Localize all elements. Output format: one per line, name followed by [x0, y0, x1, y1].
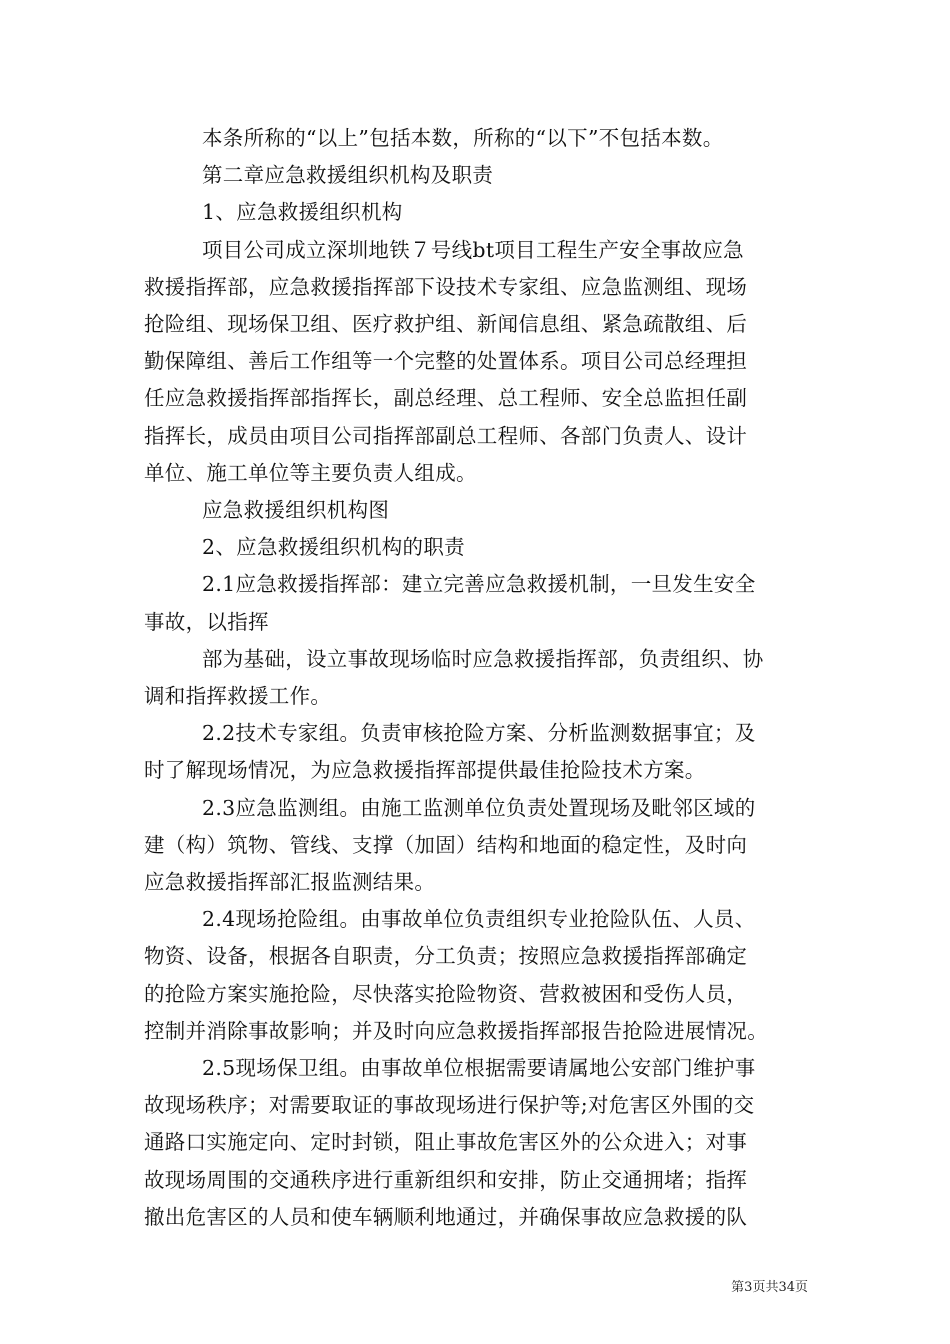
text-line: 2.2技术专家组。负责审核抢险方案、分析监测数据事宜；及: [202, 721, 756, 746]
document-body: [144, 120, 812, 1236]
text-line: 撤出危害区的人员和使车辆顺利地通过，并确保事故应急救援的队: [144, 1204, 748, 1229]
text-line: 2.5现场保卫组。由事故单位根据需要请属地公安部门维护事: [202, 1056, 756, 1081]
text-line: 事故，以指挥: [144, 609, 269, 634]
text-line: 通路口实施定向、定时封锁，阻止事故危害区外的公众进入；对事: [144, 1130, 748, 1155]
text-line: 时了解现场情况，为应急救援指挥部提供最佳抢险技术方案。: [144, 758, 706, 783]
text-line: 2.1应急救援指挥部：建立完善应急救援机制，一旦发生安全: [202, 572, 756, 597]
text-line: 部为基础，设立事故现场临时应急救援指挥部，负责组织、协: [202, 646, 764, 671]
text-line: 调和指挥救援工作。: [144, 684, 332, 709]
text-line: 任应急救援指挥部指挥长，副总经理、总工程师、安全总监担任副: [144, 386, 748, 411]
text-line: 应急救援指挥部汇报监测结果。: [144, 870, 436, 895]
section-heading: 1、应急救援组织机构: [202, 200, 403, 225]
text-line: 物资、设备，根据各自职责，分工负责；按照应急救援指挥部确定: [144, 944, 748, 969]
text-line: 本条所称的“以上”包括本数，所称的“以下”不包括本数。: [202, 126, 724, 150]
text-line: 故现场周围的交通秩序进行重新组织和安排，防止交通拥堵；指挥: [144, 1167, 748, 1192]
text-line: 2.3应急监测组。由施工监测单位负责处置现场及毗邻区域的: [202, 795, 756, 820]
text-line: 建（构）筑物、管线、支撑（加固）结构和地面的稳定性，及时向: [144, 832, 748, 857]
chapter-heading: 第二章应急救援组织机构及职责: [202, 163, 494, 188]
text-line: 项目公司成立深圳地铁７号线bt项目工程生产安全事故应急: [202, 237, 744, 262]
page-number: 第3页共34页: [731, 1280, 808, 1295]
text-line: 单位、施工单位等主要负责人组成。: [144, 460, 477, 485]
text-line: 的抢险方案实施抢险，尽快落实抢险物资、营救被困和受伤人员，: [144, 981, 748, 1006]
text-line: 勤保障组、善后工作组等一个完整的处置体系。项目公司总经理担: [144, 349, 748, 374]
text-line: 故现场秩序；对需要取证的事故现场进行保护等;对危害区外围的交: [144, 1093, 755, 1118]
text-line: 抢险组、现场保卫组、医疗救护组、新闻信息组、紧急疏散组、后: [144, 312, 748, 337]
section-heading: 2、应急救援组织机构的职责: [202, 535, 465, 560]
text-line: 控制并消除事故影响；并及时向应急救援指挥部报告抢险进展情况。: [144, 1018, 768, 1043]
figure-caption: 应急救援组织机构图: [202, 498, 390, 523]
text-line: 指挥长，成员由项目公司指挥部副总工程师、各部门负责人、设计: [144, 423, 748, 448]
text-line: 2.4现场抢险组。由事故单位负责组织专业抢险队伍、人员、: [202, 907, 756, 932]
text-line: 救援指挥部，应急救援指挥部下设技术专家组、应急监测组、现场: [144, 274, 748, 299]
